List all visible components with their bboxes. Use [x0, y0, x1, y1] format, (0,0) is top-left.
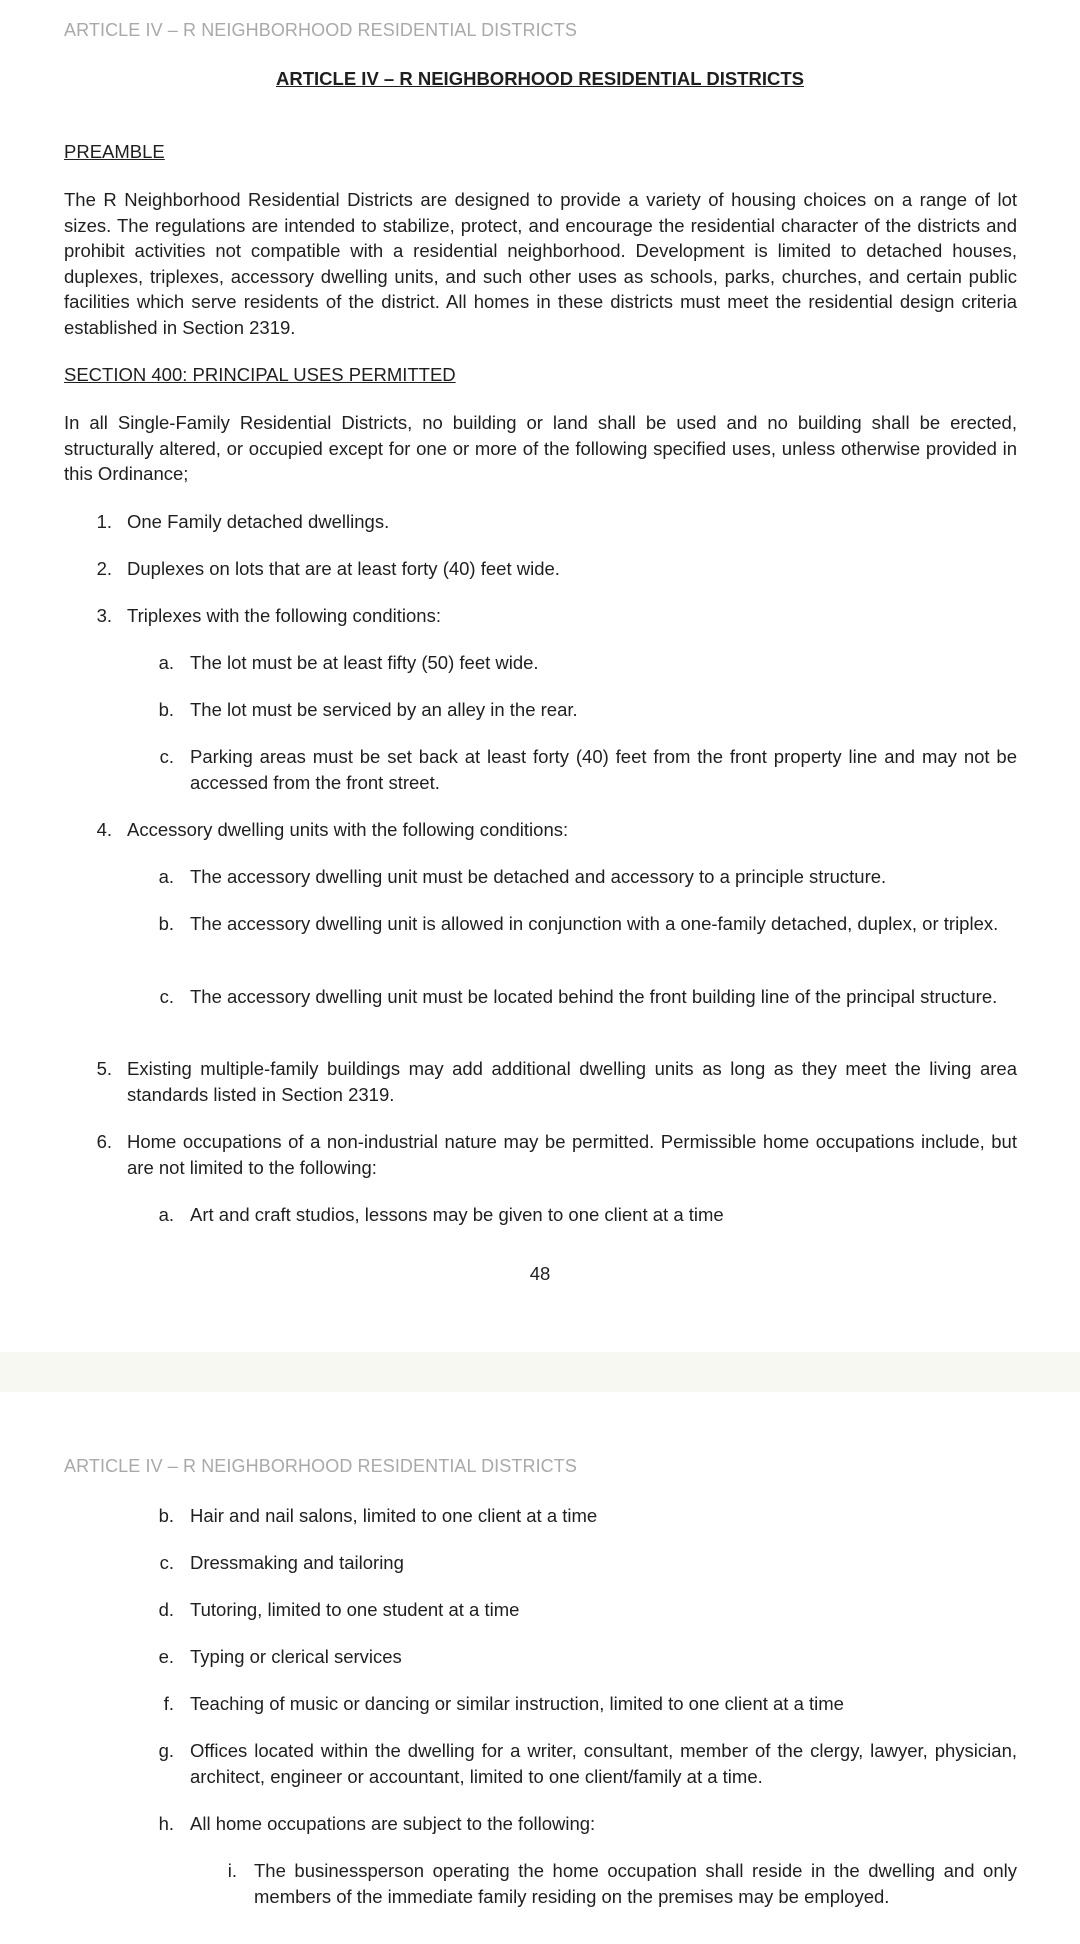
section-400-heading: SECTION 400: PRINCIPAL USES PERMITTED: [64, 364, 456, 385]
sub-list-item: [150, 1738, 1017, 1790]
sub-list-item: [150, 864, 1017, 890]
sub-list-item: [150, 1202, 1017, 1228]
list-marker: d.: [158, 1599, 174, 1620]
list-item: [90, 556, 1017, 582]
list-item-text: Offices located within the dwelling for a writer, consultant, member of the clergy, lawyer, physician, architect, engineer or accountant, limited to one client/family at a time.: [190, 1740, 1017, 1787]
list-marker: c.: [159, 746, 174, 767]
sub-list-item: [150, 1597, 1017, 1623]
list-marker: g.: [158, 1740, 174, 1761]
list-item-text: Existing multiple-family buildings may add additional dwelling units as long as they meet the living area standards listed in Section 2319.: [127, 1058, 1017, 1105]
list-item-text: The accessory dwelling unit is allowed in conjunction with a one-family detached, duplex, or triplex.: [190, 913, 999, 934]
list-item-text: All home occupations are subject to the following:: [190, 1813, 596, 1834]
list-item-text: Dressmaking and tailoring: [190, 1552, 404, 1573]
list-marker: 3.: [96, 605, 112, 626]
section-400-intro: In all Single-Family Residential Districts, no building or land shall be used and no building shall be erected, structurally altered, or occupied except for one or more of the following specified uses, unless otherwise provided in this Ordinance;: [64, 412, 1017, 485]
sub-list-item: [150, 697, 1017, 723]
list-marker: 4.: [96, 819, 112, 840]
list-item: [90, 1129, 1017, 1181]
list-item-text: Duplexes on lots that are at least forty (40) feet wide.: [127, 558, 560, 579]
list-marker: b.: [158, 1505, 174, 1526]
document-page-49: [0, 1392, 1080, 1944]
preamble-heading: PREAMBLE: [64, 141, 165, 162]
list-marker: h.: [158, 1813, 174, 1834]
list-item: [90, 509, 1017, 535]
list-item: [90, 817, 1017, 843]
running-header: ARTICLE IV – R NEIGHBORHOOD RESIDENTIAL DISTRICTS: [64, 1456, 577, 1476]
list-marker: 5.: [96, 1058, 112, 1079]
list-marker: c.: [159, 986, 174, 1007]
list-marker: 6.: [96, 1131, 112, 1152]
list-item-text: The accessory dwelling unit must be located behind the front building line of the principal structure.: [190, 986, 998, 1007]
list-marker: f.: [163, 1693, 174, 1714]
list-marker: e.: [158, 1646, 174, 1667]
list-item-text: One Family detached dwellings.: [127, 511, 390, 532]
sub-sub-list-item: [215, 1858, 1017, 1910]
sub-list-item: [150, 1644, 1017, 1670]
list-item-text: Art and craft studios, lessons may be given to one client at a time: [190, 1204, 724, 1225]
list-item-text: Home occupations of a non-industrial nature may be permitted. Permissible home occupations include, but are not limited to the following:: [127, 1131, 1017, 1178]
sub-list-item: [150, 1550, 1017, 1576]
list-item-text: Typing or clerical services: [190, 1646, 402, 1667]
list-item-text: Tutoring, limited to one student at a time: [190, 1599, 520, 1620]
sub-list-item: [150, 1811, 1017, 1837]
sub-list-item: [150, 650, 1017, 676]
list-marker: a.: [158, 866, 174, 887]
sub-list-item: [150, 1503, 1017, 1529]
sub-list-item: [150, 1691, 1017, 1717]
list-item-text: Accessory dwelling units with the following conditions:: [127, 819, 569, 840]
list-marker: b.: [158, 913, 174, 934]
list-item-text: Triplexes with the following conditions:: [127, 605, 441, 626]
list-marker: a.: [158, 652, 174, 673]
list-item: [90, 603, 1017, 629]
preamble-text: The R Neighborhood Residential Districts are designed to provide a variety of housing choices on a range of lot sizes. The regulations are intended to stabilize, protect, and encourage the residential character of the districts and prohibit activities not compatible with a residential neighborhood. Development is limited to detached houses, duplexes, triplexes, accessory dwelling units, and such other uses as schools, parks, churches, and certain public facilities which serve residents of the district. All homes in these districts must meet the residential design criteria established in Section 2319.: [64, 189, 1017, 338]
running-header: ARTICLE IV – R NEIGHBORHOOD RESIDENTIAL DISTRICTS: [64, 20, 577, 40]
list-item-text: The lot must be serviced by an alley in the rear.: [190, 699, 578, 720]
list-item-text: The businessperson operating the home occupation shall reside in the dwelling and only members of the immediate family residing on the premises may be employed.: [254, 1860, 1017, 1907]
page-number: 48: [529, 1263, 551, 1284]
list-marker: c.: [159, 1552, 174, 1573]
list-marker: 1.: [96, 511, 112, 532]
list-item-text: Teaching of music or dancing or similar instruction, limited to one client at a time: [190, 1693, 844, 1714]
list-marker: b.: [158, 699, 174, 720]
sub-list-item: [150, 744, 1017, 796]
list-marker: a.: [158, 1204, 174, 1225]
list-marker: i.: [227, 1860, 237, 1881]
list-marker: 2.: [96, 558, 112, 579]
list-item-text: The accessory dwelling unit must be detached and accessory to a principle structure.: [190, 866, 887, 887]
sub-list-item: [150, 984, 1017, 1010]
article-title: ARTICLE IV – R NEIGHBORHOOD RESIDENTIAL DISTRICTS: [276, 68, 804, 89]
list-item-text: The lot must be at least fifty (50) feet wide.: [190, 652, 539, 673]
list-item-text: Hair and nail salons, limited to one client at a time: [190, 1505, 598, 1526]
page-gap: [0, 1352, 1080, 1392]
list-item: [90, 1056, 1017, 1108]
sub-list-item: [150, 911, 1017, 937]
list-item-text: Parking areas must be set back at least forty (40) feet from the front property line and may not be accessed from the front street.: [190, 746, 1017, 793]
